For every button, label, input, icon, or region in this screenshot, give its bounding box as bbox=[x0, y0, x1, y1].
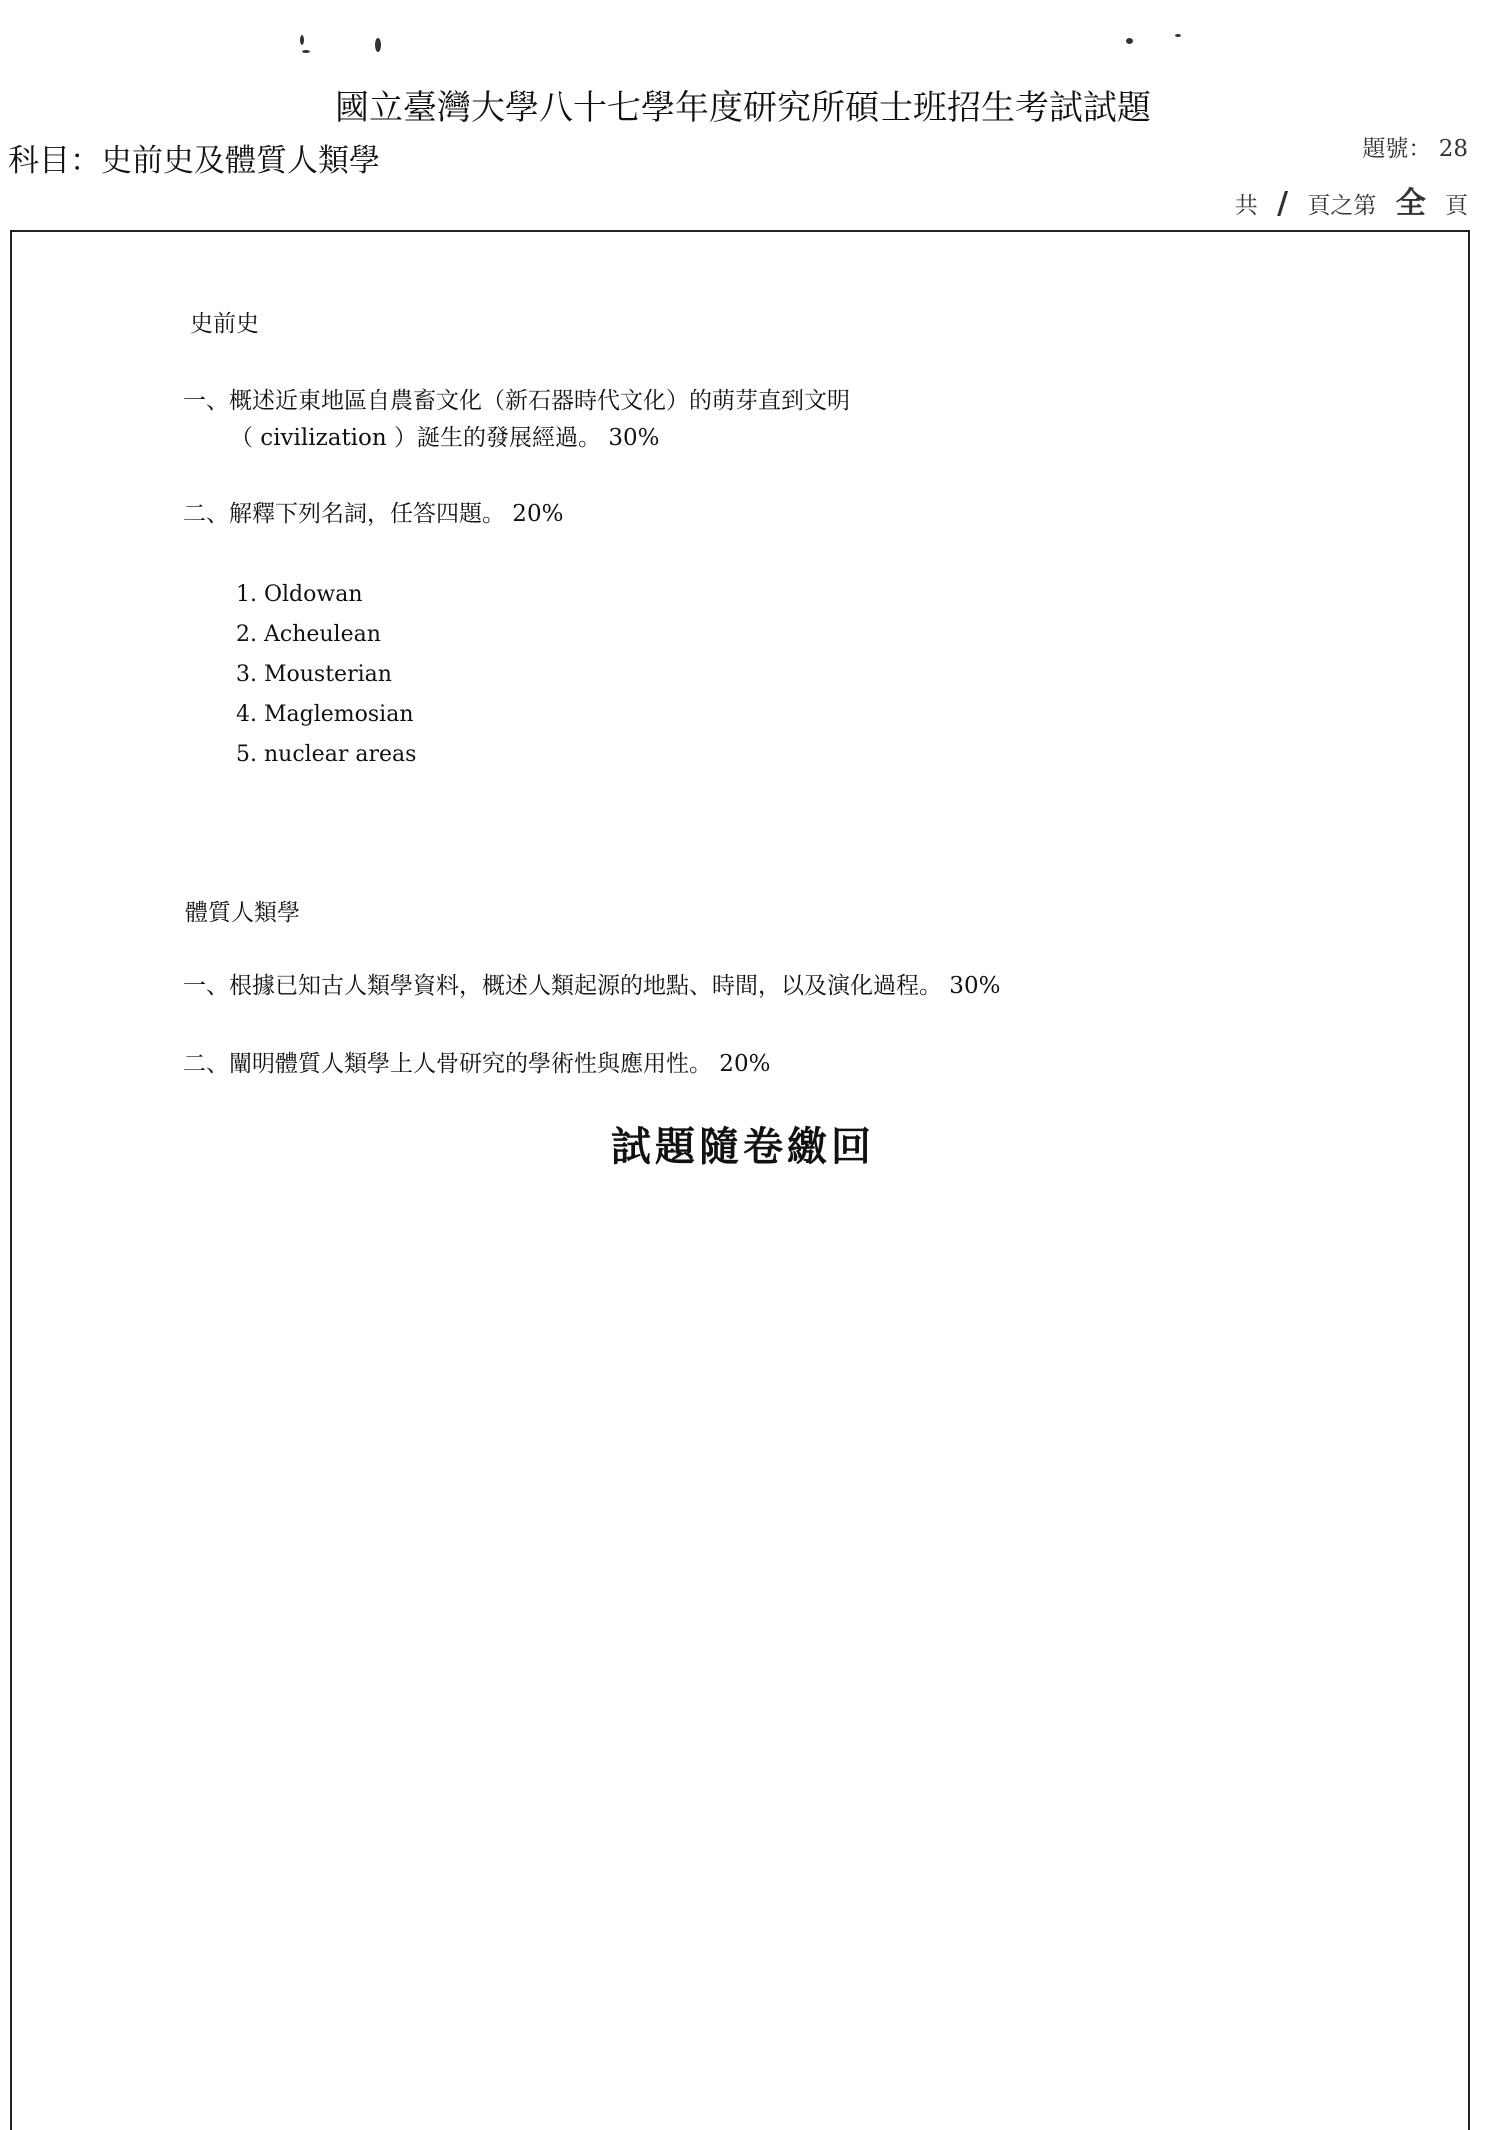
page-indicator bbox=[1235, 178, 1468, 222]
prehistory-question-1-line-1: 一、概述近東地區自農畜文化（新石器時代文化）的萌芽直到文明 bbox=[183, 388, 850, 414]
prehistory-question-1-line-2: （ civilization ）誕生的發展經過。 30% bbox=[230, 425, 660, 451]
term-list-item: 1. Oldowan bbox=[236, 582, 363, 607]
return-with-paper-stamp: 試題隨卷繳回 bbox=[611, 1123, 875, 1170]
scan-speck bbox=[302, 50, 310, 53]
scan-speck bbox=[375, 38, 381, 52]
anthropology-question-1: 一、根據已知古人類學資料，概述人類起源的地點、時間，以及演化過程。 30% bbox=[183, 973, 1001, 999]
subject-label: 科目：史前史及體質人類學 bbox=[8, 143, 380, 179]
scan-speck bbox=[1126, 38, 1133, 44]
term-list-item: 3. Mousterian bbox=[236, 662, 392, 687]
section-heading-prehistory: 史前史 bbox=[190, 311, 259, 337]
scan-speck bbox=[300, 35, 304, 45]
anthropology-question-2: 二、闡明體質人類學上人骨研究的學術性與應用性。 20% bbox=[183, 1051, 771, 1077]
scan-speck bbox=[1175, 34, 1181, 37]
section-heading-physical-anthropology: 體質人類學 bbox=[185, 900, 300, 926]
pages-current: 全 bbox=[1395, 186, 1426, 221]
prehistory-question-2: 二、解釋下列名詞，任答四題。 20% bbox=[183, 501, 564, 527]
term-list-item: 5. nuclear areas bbox=[236, 742, 417, 767]
pages-total: / bbox=[1277, 186, 1289, 221]
pages-suffix: 頁 bbox=[1445, 193, 1468, 219]
question-number: 題號： 28 bbox=[1362, 136, 1468, 162]
exam-title: 國立臺灣大學八十七學年度研究所碩士班招生考試試題 bbox=[335, 88, 1151, 128]
term-list-item: 2. Acheulean bbox=[236, 622, 381, 647]
pages-middle: 頁之第 bbox=[1307, 193, 1377, 219]
pages-prefix: 共 bbox=[1234, 193, 1258, 219]
term-list-item: 4. Maglemosian bbox=[236, 702, 414, 727]
